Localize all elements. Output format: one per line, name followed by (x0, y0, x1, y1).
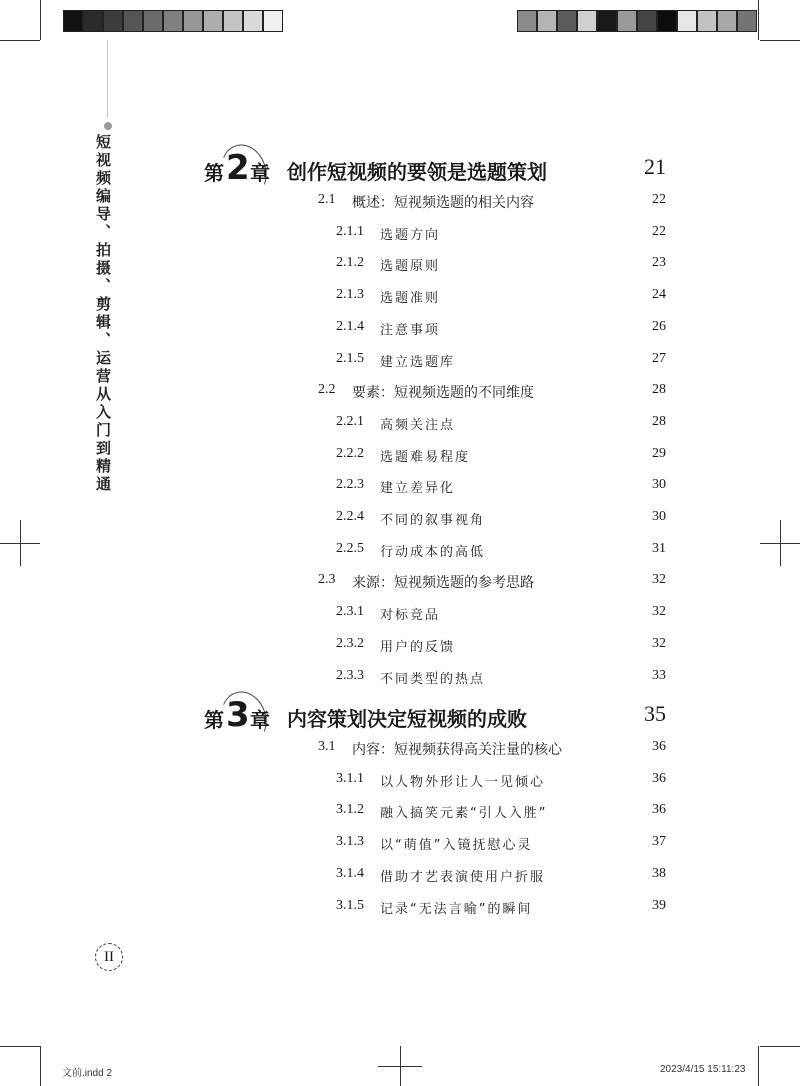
color-bar-right-swatch (537, 10, 557, 32)
entry-page: 37 (652, 834, 666, 849)
entry-number: 2.1.5 (336, 351, 364, 366)
page-number: II (95, 943, 123, 971)
color-bar-right-swatch (517, 10, 537, 32)
toc-section-row (0, 192, 800, 214)
entry-page: 38 (652, 866, 666, 881)
entry-title: 概述：短视频选题的相关内容 (352, 196, 534, 211)
chapter-heading (200, 150, 666, 190)
entry-page: 32 (652, 636, 666, 651)
toc-subsection-row (0, 255, 800, 277)
entry-title: 高频关注点 (380, 418, 456, 433)
toc-section-row (0, 739, 800, 761)
entry-title: 用户的反馈 (380, 640, 456, 655)
crop-mark-tl-v (40, 0, 41, 40)
toc-subsection-row (0, 287, 800, 309)
crop-mark-tl-h (0, 40, 40, 41)
slug-file-name: 文前.indd 2 (62, 1068, 113, 1079)
color-bar-left-swatch (63, 10, 83, 32)
entry-number: 2.1.4 (336, 319, 364, 334)
entry-number: 2.1 (318, 192, 336, 207)
entry-number: 3.1.5 (336, 898, 364, 913)
entry-number: 3.1.3 (336, 834, 364, 849)
running-book-title: 短视频编导、拍摄、剪辑、运营从入门到精通 (94, 134, 112, 494)
entry-number: 2.3 (318, 572, 336, 587)
chapter-heading (200, 697, 666, 737)
entry-number: 2.2.5 (336, 541, 364, 556)
toc-subsection-row (0, 477, 800, 499)
crop-mark-br-h (760, 1046, 800, 1047)
entry-number: 2.1.2 (336, 255, 364, 270)
entry-page: 22 (652, 192, 666, 207)
color-bar-left-swatch (243, 10, 263, 32)
color-bar-left-swatch (183, 10, 203, 32)
color-bar-right-swatch (597, 10, 617, 32)
entry-number: 3.1.2 (336, 802, 364, 817)
color-bar-right-swatch (657, 10, 677, 32)
crop-mark-tr-h (760, 40, 800, 41)
crop-mark-tr-v (758, 0, 759, 40)
toc-subsection-row (0, 446, 800, 468)
entry-page: 28 (652, 382, 666, 397)
entry-number: 3.1.1 (336, 771, 364, 786)
entry-page: 31 (652, 541, 666, 556)
entry-title: 注意事项 (380, 323, 441, 338)
toc-subsection-row (0, 414, 800, 436)
chapter-page: 35 (644, 701, 666, 726)
entry-number: 3.1.4 (336, 866, 364, 881)
color-bar-left-swatch (223, 10, 243, 32)
color-bar-right-swatch (557, 10, 577, 32)
crop-mark-bl-v (40, 1046, 41, 1086)
color-bar-right-swatch (617, 10, 637, 32)
toc-subsection-row (0, 668, 800, 690)
entry-number: 2.1.1 (336, 224, 364, 239)
entry-title: 选题难易程度 (380, 450, 471, 465)
chapter-page: 21 (644, 154, 666, 179)
entry-number: 2.2.1 (336, 414, 364, 429)
color-bar-left-swatch (263, 10, 283, 32)
color-bar-left-swatch (203, 10, 223, 32)
chapter-title: 内容策划决定短视频的成败 (287, 707, 527, 731)
color-bar-left-swatch (163, 10, 183, 32)
color-bar-right-swatch (637, 10, 657, 32)
color-bar-right (517, 10, 757, 32)
entry-title: 行动成本的高低 (380, 545, 486, 560)
entry-page: 24 (652, 287, 666, 302)
entry-title: 记录“无法言喻”的瞬间 (380, 902, 533, 917)
toc-subsection-row (0, 319, 800, 341)
entry-number: 2.2.4 (336, 509, 364, 524)
crop-mark-bl-h (0, 1046, 40, 1047)
chapter-suffix: 章 (250, 708, 270, 732)
entry-page: 29 (652, 446, 666, 461)
entry-title: 融入搞笑元素“引人入胜” (380, 806, 548, 821)
entry-number: 2.2.2 (336, 446, 364, 461)
color-bar-left-swatch (123, 10, 143, 32)
entry-page: 28 (652, 414, 666, 429)
toc-subsection-row (0, 604, 800, 626)
toc-subsection-row (0, 541, 800, 563)
color-bar-left-swatch (83, 10, 103, 32)
entry-title: 不同类型的热点 (380, 672, 486, 687)
entry-page: 27 (652, 351, 666, 366)
entry-page: 36 (652, 771, 666, 786)
entry-number: 2.3.2 (336, 636, 364, 651)
chapter-prefix: 第 (204, 708, 224, 732)
chapter-badge (200, 150, 270, 190)
entry-number: 3.1 (318, 739, 336, 754)
entry-page: 39 (652, 898, 666, 913)
color-bar-right-swatch (697, 10, 717, 32)
entry-number: 2.3.3 (336, 668, 364, 683)
entry-page: 30 (652, 477, 666, 492)
entry-number: 2.2 (318, 382, 336, 397)
toc-subsection-row (0, 509, 800, 531)
toc-subsection-row (0, 898, 800, 920)
color-bar-right-swatch (677, 10, 697, 32)
entry-page: 26 (652, 319, 666, 334)
entry-number: 2.2.3 (336, 477, 364, 492)
chapter-title: 创作短视频的要领是选题策划 (287, 160, 547, 184)
entry-title: 以“萌值”入镜抚慰心灵 (380, 838, 533, 853)
color-bar-left (63, 10, 283, 32)
entry-title: 对标竞品 (380, 608, 441, 623)
entry-page: 23 (652, 255, 666, 270)
toc-subsection-row (0, 636, 800, 658)
color-bar-left-swatch (103, 10, 123, 32)
entry-title: 内容：短视频获得高关注量的核心 (352, 743, 562, 758)
chapter-suffix: 章 (250, 161, 270, 185)
toc-subsection-row (0, 224, 800, 246)
toc-section-row (0, 382, 800, 404)
crop-mark-br-v (758, 1046, 759, 1086)
entry-title: 建立选题库 (380, 355, 456, 370)
entry-title: 选题方向 (380, 228, 441, 243)
entry-page: 36 (652, 802, 666, 817)
chapter-badge (200, 697, 270, 737)
entry-page: 33 (652, 668, 666, 683)
entry-page: 32 (652, 572, 666, 587)
entry-page: 22 (652, 224, 666, 239)
chapter-number: 3 (226, 695, 250, 735)
side-decor-dot (104, 122, 112, 130)
entry-title: 要素：短视频选题的不同维度 (352, 386, 534, 401)
color-bar-right-swatch (577, 10, 597, 32)
toc-subsection-row (0, 834, 800, 856)
entry-number: 2.1.3 (336, 287, 364, 302)
entry-title: 借助才艺表演使用户折服 (380, 870, 546, 885)
chapter-number: 2 (226, 148, 250, 188)
entry-title: 来源：短视频选题的参考思路 (352, 576, 534, 591)
toc-section-row (0, 572, 800, 594)
toc-subsection-row (0, 802, 800, 824)
entry-title: 不同的叙事视角 (380, 513, 486, 528)
chapter-prefix: 第 (204, 161, 224, 185)
entry-page: 36 (652, 739, 666, 754)
entry-title: 建立差异化 (380, 481, 456, 496)
slug-timestamp: 2023/4/15 15:11:23 (660, 1064, 746, 1075)
color-bar-left-swatch (143, 10, 163, 32)
toc-subsection-row (0, 351, 800, 373)
entry-number: 2.3.1 (336, 604, 364, 619)
toc-subsection-row (0, 866, 800, 888)
entry-title: 以人物外形让人一见倾心 (380, 775, 546, 790)
color-bar-right-swatch (717, 10, 737, 32)
entry-page: 32 (652, 604, 666, 619)
entry-title: 选题准则 (380, 291, 441, 306)
toc-subsection-row (0, 771, 800, 793)
entry-title: 选题原则 (380, 259, 441, 274)
color-bar-right-swatch (737, 10, 757, 32)
entry-page: 30 (652, 509, 666, 524)
side-decor-line (107, 40, 108, 118)
